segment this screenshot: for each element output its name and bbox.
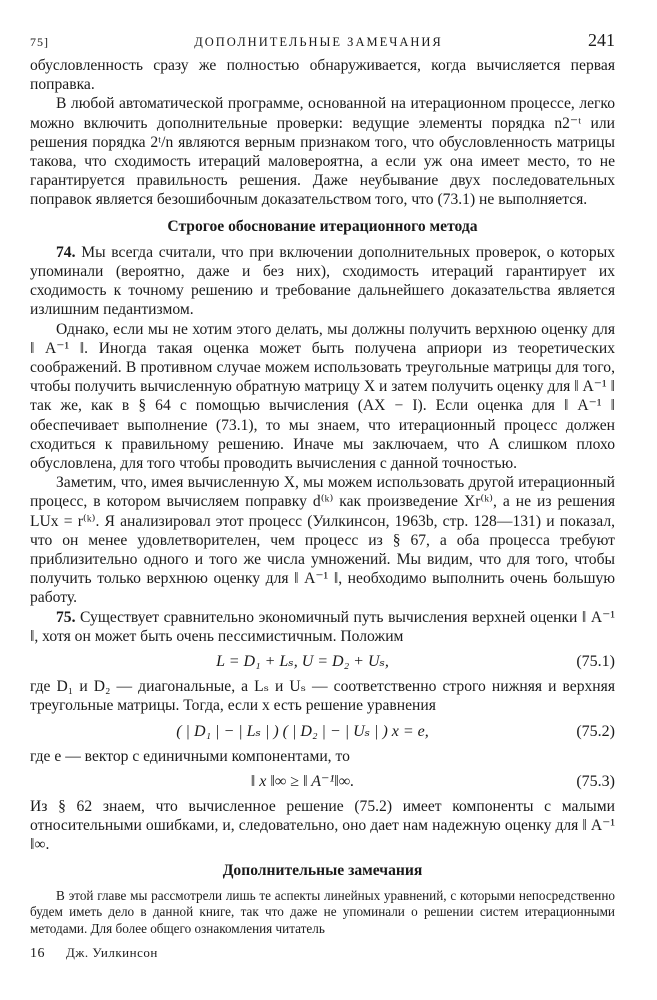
equation-75-3-tag: (75.3) (576, 772, 615, 790)
paragraph-upper-estimate: Однако, если мы не хотим этого делать, мы должны получить верхнюю оценку для ‖ A⁻¹ ‖. Иногда такая оценка может быть получена априори из теоретических соображений. В противном случае можем использовать треугольные матрицы для того, чтобы получить вычисленную обратную матрицу X и затем получить оценку для ‖ A⁻¹ ‖ так же, как в § 64 с помощью вычисления (AX − I). Если оценка для ‖ A⁻¹ ‖ обеспечивает выполнение (73.1), то мы знаем, что итерационный процесс должен сходиться к правильному решению. Иначе мы заключаем, что A слишком плохо обусловлена, для того чтобы проводить вычисления с данной точностью. (30, 320, 615, 473)
paragraph-unit-vector: где e — вектор с единичными компонентами, то (30, 747, 350, 765)
paragraph-computed-x: Заметим, что, имея вычисленную X, мы можем использовать другой итерационный процесс, в котором вычисляем поправку d⁽ᵏ⁾ как произведение Xr⁽ᵏ⁾, а не из решения LUx = r⁽ᵏ⁾. Я анализировал этот процесс (Уилкинсон, 1963b, стр. 128—131) и показал, что он менее удовлетворителен, чем процесс из § 67, а оба процесса требуют приблизительно одного и того же числа умножений. Мы видим, что для того, чтобы получить только верхнюю оценку для ‖ A⁻¹ ‖, необходимо выполнить очень большую работу. (30, 474, 615, 607)
paragraph-automatic-program: В любой автоматической программе, основанной на итерационном процессе, легко можно включить дополнительные проверки: ведущие элементы порядка n2⁻ᵗ или решения порядка 2ᵗ/n являются верным признаком того, что обусловленность матрицы такова, что сходимость итераций маловероятна, а если уж она имеет место, то не гарантируется правильность решения. Даже неубывание двух последовательных поправок является безошибочным доказательством того, что (73.1) не выполняется. (30, 95, 615, 209)
paragraph-chapter-notes: В этой главе мы рассмотрели лишь те аспекты линейных уравнений, с которыми непосредственно будем иметь дело в данной книге, так что даже не упоминали о решении систем итерационными методами. Для более общего ознакомления читатель (30, 887, 615, 936)
signature-text: Дж. Уилкинсон (66, 945, 158, 961)
paragraph-diagonal: где D₁ и D₂ — диагональные, а Lₛ и Uₛ — соответственно строго нижняя и верхняя треугольные матрицы. Тогда, если x есть решение уравнения (30, 678, 615, 715)
signature-footer (30, 945, 615, 962)
running-header (30, 30, 615, 56)
paragraph-75 (30, 608, 615, 646)
equation-75-1 (30, 646, 615, 677)
section-ref: 75] (30, 35, 49, 49)
equation-75-2-body: ( | D₁ | − | Lₛ | ) ( | D₂ | − | Uₛ | ) x = e, (176, 722, 429, 740)
page-number: 241 (588, 30, 615, 50)
paragraph-number-75: 75. (56, 608, 76, 626)
paragraph-75-text: Существует сравнительно экономичный путь вычисления верхней оценки ‖ A⁻¹ ‖, хотя он может быть очень пессимистичным. Положим (30, 608, 615, 645)
paragraph-reliable-estimate: Из § 62 знаем, что вычисленное решение (75.2) имеет компоненты с малыми относительными ошибками, и, следовательно, оно дает нам надежную оценку для ‖ A⁻¹ ‖∞. (30, 797, 615, 854)
equation-75-3 (30, 766, 615, 797)
paragraph-74-text: Мы всегда считали, что при включении дополнительных проверок, о которых упоминали (вероятно, даже и без них), сходимость итераций гарантирует их сходимость к точному решению и требование дальнейшего доказательства является излишним педантизмом. (30, 243, 615, 319)
paragraph-74 (30, 243, 615, 320)
equation-75-1-body: L = D₁ + Lₛ, U = D₂ + Uₛ, (216, 653, 389, 671)
paragraph-continuation: обусловленность сразу же полностью обнаруживается, когда вычисляется первая поправка. (30, 57, 615, 94)
signature-number: 16 (30, 946, 45, 962)
section-heading-additional: Дополнительные замечания (222, 862, 423, 880)
equation-75-3-body: ‖ x ‖∞ ≥ ‖ A⁻¹‖∞. (250, 772, 355, 790)
running-head-title: ДОПОЛНИТЕЛЬНЫЕ ЗАМЕЧАНИЯ (194, 35, 443, 49)
equation-75-1-tag: (75.1) (576, 653, 615, 671)
equation-75-2 (30, 716, 615, 747)
equation-75-2-tag: (75.2) (576, 722, 615, 740)
page (30, 30, 615, 962)
paragraph-number-74: 74. (56, 243, 76, 261)
section-heading-rigorous: Строгое обоснование итерационного метода (167, 217, 478, 235)
